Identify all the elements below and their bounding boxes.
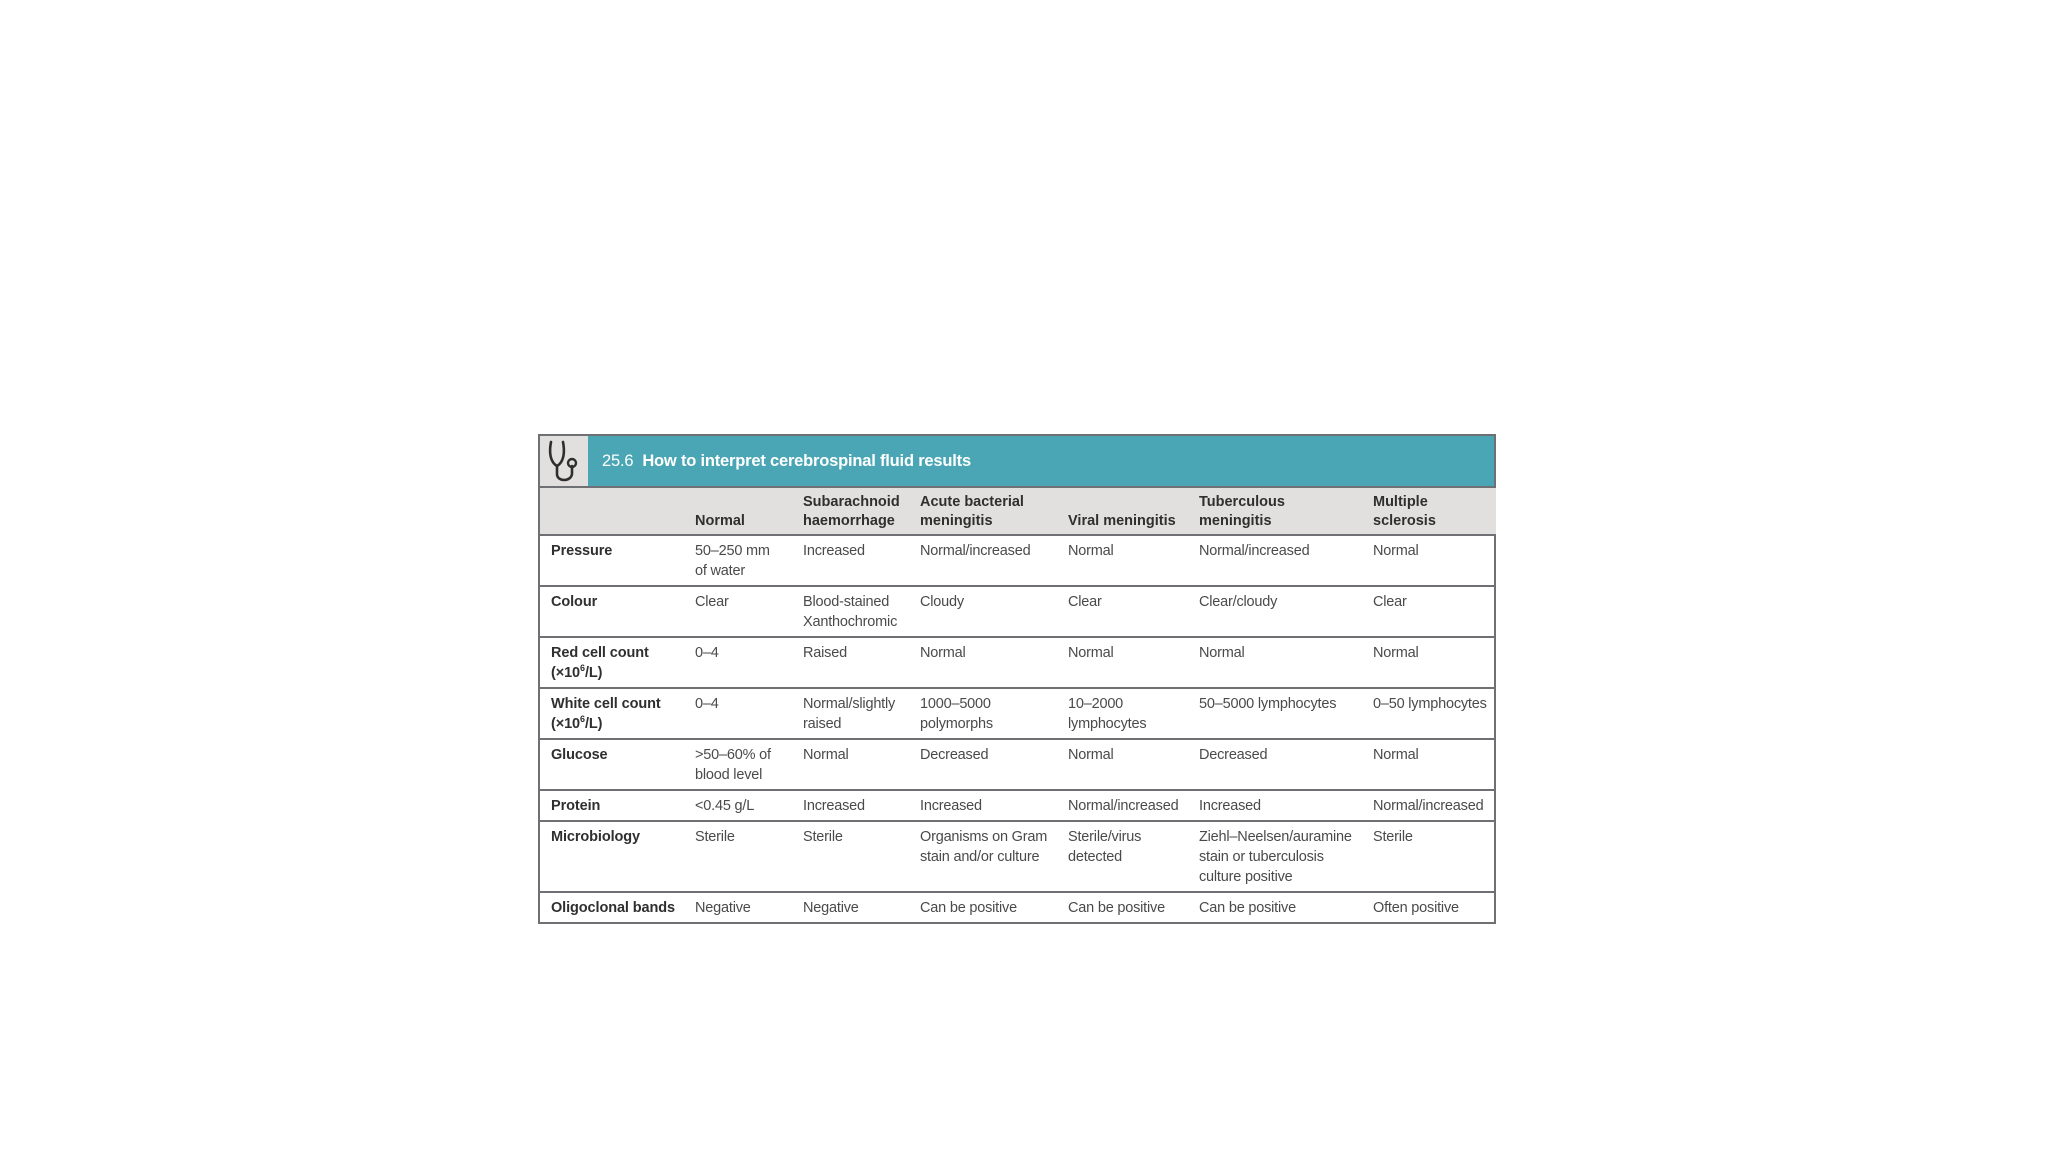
cell-line: Clear/cloudy [1199, 594, 1278, 610]
cell-line: Clear [1068, 594, 1102, 610]
table-cell [1057, 821, 1188, 892]
table-row [540, 535, 1496, 586]
box-title [588, 436, 971, 486]
cell-line: Clear [1373, 594, 1407, 610]
table-cell [684, 821, 792, 892]
row-label-line: Glucose [551, 747, 608, 763]
table-body [540, 535, 1496, 922]
column-header [1362, 488, 1496, 535]
row-label [540, 586, 684, 637]
column-header [909, 488, 1057, 535]
row-label [540, 688, 684, 739]
cell-line: lymphocytes [1068, 716, 1147, 732]
cell-line: culture positive [1199, 869, 1293, 885]
cell-line: Increased [1199, 798, 1261, 814]
row-label [540, 892, 684, 922]
cell-line: Normal [1373, 543, 1419, 559]
csf-table [540, 488, 1496, 922]
table-cell [1362, 586, 1496, 637]
table-cell [1188, 790, 1362, 821]
box-title-text: How to interpret cerebrospinal fluid results [642, 451, 971, 470]
cell-line: Normal [1068, 747, 1114, 763]
table-cell [909, 535, 1057, 586]
cell-line: Sterile [1373, 829, 1413, 845]
column-header-line: Acute bacterial [920, 494, 1024, 510]
table-cell [792, 535, 909, 586]
cell-line: 50–5000 lymphocytes [1199, 696, 1337, 712]
table-cell [684, 688, 792, 739]
column-header-line: haemorrhage [803, 513, 895, 529]
cell-line: Normal/increased [1068, 798, 1179, 814]
table-cell [1057, 535, 1188, 586]
cell-line: Normal/increased [920, 543, 1031, 559]
table-cell [684, 790, 792, 821]
table-cell [909, 586, 1057, 637]
column-header-line: Normal [695, 513, 745, 529]
table-cell [1057, 790, 1188, 821]
table-row [540, 637, 1496, 688]
cell-line: Normal [1373, 747, 1419, 763]
table-row [540, 739, 1496, 790]
table-cell [792, 637, 909, 688]
column-header [540, 488, 684, 535]
column-header-line: sclerosis [1373, 513, 1436, 529]
table-cell [684, 586, 792, 637]
row-label-line: Pressure [551, 543, 613, 559]
row-label-line: Red cell count [551, 645, 649, 661]
row-label [540, 535, 684, 586]
cell-line: Decreased [920, 747, 989, 763]
table-row [540, 586, 1496, 637]
unit-prefix: (×10 [551, 716, 581, 732]
column-header [1057, 488, 1188, 535]
row-label-line: White cell count [551, 696, 661, 712]
cell-line: Organisms on Gram [920, 829, 1048, 845]
cell-line: Normal [920, 645, 966, 661]
table-cell [909, 821, 1057, 892]
table-row [540, 790, 1496, 821]
table-cell [792, 688, 909, 739]
cell-line: Increased [920, 798, 982, 814]
table-cell [1188, 535, 1362, 586]
table-cell [909, 790, 1057, 821]
table-cell [684, 637, 792, 688]
column-header-line: Multiple [1373, 494, 1428, 510]
column-header-line: meningitis [920, 513, 993, 529]
row-label-unit [551, 663, 678, 683]
table-cell [1057, 637, 1188, 688]
table-row [540, 821, 1496, 892]
cell-line: Normal [803, 747, 849, 763]
row-label [540, 739, 684, 790]
cell-line: Normal [1068, 543, 1114, 559]
cell-line: Can be positive [920, 900, 1017, 916]
table-cell [909, 637, 1057, 688]
table-cell [792, 739, 909, 790]
cell-line: Normal [1199, 645, 1245, 661]
cell-line: blood level [695, 767, 763, 783]
unit-exponent: 6 [580, 663, 585, 674]
table-cell [1188, 637, 1362, 688]
column-header [792, 488, 909, 535]
table-cell [1188, 586, 1362, 637]
table-cell [1188, 892, 1362, 922]
unit-suffix: /L) [584, 716, 603, 732]
table-cell [1362, 821, 1496, 892]
cell-line: Increased [803, 543, 865, 559]
row-label-line: Colour [551, 594, 598, 610]
row-label-line: Microbiology [551, 829, 641, 845]
cell-line: Increased [803, 798, 865, 814]
table-cell [792, 790, 909, 821]
table-cell [792, 892, 909, 922]
row-label [540, 821, 684, 892]
table-cell [1362, 637, 1496, 688]
table-row [540, 688, 1496, 739]
unit-suffix: /L) [584, 665, 603, 681]
cell-line: 50–250 mm [695, 543, 770, 559]
row-label-line: Oligoclonal bands [551, 900, 675, 916]
cell-line: Raised [803, 645, 847, 661]
table-cell [909, 892, 1057, 922]
table-cell [909, 739, 1057, 790]
cell-line: >50–60% of [695, 747, 771, 763]
table-cell [792, 821, 909, 892]
cell-line: Normal/increased [1373, 798, 1484, 814]
table-cell [1057, 892, 1188, 922]
cell-line: stain or tuberculosis [1199, 849, 1324, 865]
cell-line: Cloudy [920, 594, 964, 610]
cell-line: Normal [1068, 645, 1114, 661]
table-cell [684, 892, 792, 922]
box-banner [540, 436, 1494, 488]
table-cell [1057, 739, 1188, 790]
cell-line: Negative [695, 900, 751, 916]
table-cell [1057, 586, 1188, 637]
cell-line: Blood-stained [803, 594, 890, 610]
column-header-line: Subarachnoid [803, 494, 900, 510]
box-number: 25.6 [602, 451, 634, 470]
table-cell [1057, 688, 1188, 739]
column-header-line: Viral meningitis [1068, 513, 1176, 529]
cell-line: Decreased [1199, 747, 1268, 763]
table-cell [1362, 790, 1496, 821]
cell-line: <0.45 g/L [695, 798, 755, 814]
column-header-line: meningitis [1199, 513, 1272, 529]
table-cell [792, 586, 909, 637]
cell-line: Can be positive [1068, 900, 1165, 916]
cell-line: Can be positive [1199, 900, 1296, 916]
table-cell [1362, 892, 1496, 922]
header-row [540, 488, 1496, 535]
table-cell [1362, 535, 1496, 586]
row-label-line: Protein [551, 798, 601, 814]
cell-line: Normal/slightly [803, 696, 896, 712]
cell-line: 0–50 lymphocytes [1373, 696, 1487, 712]
info-box [538, 434, 1496, 924]
cell-line: Often positive [1373, 900, 1459, 916]
cell-line: Ziehl–Neelsen/auramine [1199, 829, 1352, 845]
table-cell [1362, 739, 1496, 790]
table-cell [684, 739, 792, 790]
column-header-line: Tuberculous [1199, 494, 1285, 510]
unit-exponent: 6 [580, 714, 585, 725]
stethoscope-icon [540, 436, 588, 486]
cell-line: of water [695, 563, 745, 579]
row-label-unit [551, 714, 678, 734]
cell-line: Sterile [695, 829, 735, 845]
table-row [540, 892, 1496, 922]
row-label [540, 790, 684, 821]
table-cell [684, 535, 792, 586]
table-cell [1188, 688, 1362, 739]
column-header [684, 488, 792, 535]
cell-line: raised [803, 716, 842, 732]
cell-line: detected [1068, 849, 1123, 865]
cell-line: Xanthochromic [803, 614, 898, 630]
unit-prefix: (×10 [551, 665, 581, 681]
table-cell [1362, 688, 1496, 739]
table-cell [1188, 821, 1362, 892]
cell-line: Normal/increased [1199, 543, 1310, 559]
table-cell [909, 688, 1057, 739]
cell-line: 0–4 [695, 645, 719, 661]
column-header [1188, 488, 1362, 535]
cell-line: 0–4 [695, 696, 719, 712]
cell-line: Sterile/virus [1068, 829, 1142, 845]
cell-line: 1000–5000 [920, 696, 991, 712]
table-cell [1188, 739, 1362, 790]
cell-line: 10–2000 [1068, 696, 1124, 712]
cell-line: Clear [695, 594, 729, 610]
cell-line: polymorphs [920, 716, 993, 732]
cell-line: Normal [1373, 645, 1419, 661]
cell-line: Negative [803, 900, 859, 916]
row-label [540, 637, 684, 688]
cell-line: stain and/or culture [920, 849, 1040, 865]
cell-line: Sterile [803, 829, 843, 845]
